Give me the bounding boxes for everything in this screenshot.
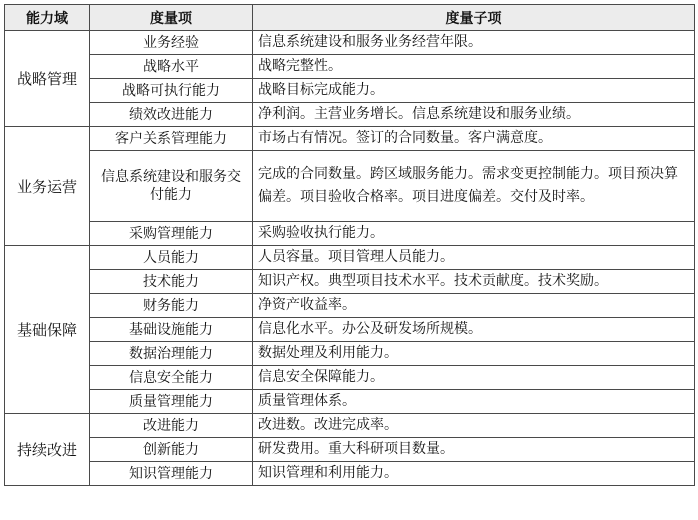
table-row <box>5 127 695 151</box>
subitem-cell: 完成的合同数量。跨区域服务能力。需求变更控制能力。项目预决算偏差。项目验收合格率。项目进度偏差。交付及时率。 <box>253 151 695 222</box>
item-cell: 财务能力 <box>90 294 253 318</box>
item-cell: 客户关系管理能力 <box>90 127 253 151</box>
item-cell: 数据治理能力 <box>90 342 253 366</box>
table-row <box>5 294 695 318</box>
item-cell: 战略水平 <box>90 55 253 79</box>
table-row <box>5 151 695 222</box>
item-cell: 改进能力 <box>90 414 253 438</box>
item-cell: 知识管理能力 <box>90 462 253 486</box>
table-row <box>5 79 695 103</box>
domain-cell: 业务运营 <box>5 127 90 246</box>
header-row <box>5 5 695 31</box>
table-row <box>5 103 695 127</box>
subitem-cell: 信息安全保障能力。 <box>253 366 695 390</box>
item-cell: 绩效改进能力 <box>90 103 253 127</box>
subitem-cell: 市场占有情况。签订的合同数量。客户满意度。 <box>253 127 695 151</box>
subitem-cell: 知识管理和利用能力。 <box>253 462 695 486</box>
table-row <box>5 246 695 270</box>
table-row <box>5 318 695 342</box>
item-cell: 战略可执行能力 <box>90 79 253 103</box>
subitem-cell: 信息系统建设和服务业务经营年限。 <box>253 31 695 55</box>
item-cell: 业务经验 <box>90 31 253 55</box>
table-row <box>5 270 695 294</box>
header-item: 度量项 <box>90 5 253 31</box>
subitem-cell: 战略完整性。 <box>253 55 695 79</box>
subitem-cell: 数据处理及利用能力。 <box>253 342 695 366</box>
table-row <box>5 31 695 55</box>
item-cell: 人员能力 <box>90 246 253 270</box>
item-cell: 信息系统建设和服务交付能力 <box>90 151 253 222</box>
item-cell: 创新能力 <box>90 438 253 462</box>
domain-cell: 持续改进 <box>5 414 90 486</box>
capability-table <box>4 4 695 486</box>
item-cell: 信息安全能力 <box>90 366 253 390</box>
table-row <box>5 438 695 462</box>
item-cell: 基础设施能力 <box>90 318 253 342</box>
table-row <box>5 390 695 414</box>
table-row <box>5 366 695 390</box>
subitem-cell: 信息化水平。办公及研发场所规模。 <box>253 318 695 342</box>
table-row <box>5 342 695 366</box>
subitem-cell: 知识产权。典型项目技术水平。技术贡献度。技术奖励。 <box>253 270 695 294</box>
table-row <box>5 462 695 486</box>
subitem-cell: 人员容量。项目管理人员能力。 <box>253 246 695 270</box>
header-subitem: 度量子项 <box>253 5 695 31</box>
table-row <box>5 414 695 438</box>
subitem-cell: 净利润。主营业务增长。信息系统建设和服务业绩。 <box>253 103 695 127</box>
subitem-cell: 质量管理体系。 <box>253 390 695 414</box>
header-domain: 能力域 <box>5 5 90 31</box>
domain-cell: 战略管理 <box>5 31 90 127</box>
subitem-cell: 改进数。改进完成率。 <box>253 414 695 438</box>
subitem-cell: 研发费用。重大科研项目数量。 <box>253 438 695 462</box>
table-row <box>5 222 695 246</box>
item-cell: 采购管理能力 <box>90 222 253 246</box>
item-cell: 质量管理能力 <box>90 390 253 414</box>
item-cell: 技术能力 <box>90 270 253 294</box>
subitem-cell: 采购验收执行能力。 <box>253 222 695 246</box>
subitem-cell: 净资产收益率。 <box>253 294 695 318</box>
subitem-cell: 战略目标完成能力。 <box>253 79 695 103</box>
table-row <box>5 55 695 79</box>
domain-cell: 基础保障 <box>5 246 90 414</box>
